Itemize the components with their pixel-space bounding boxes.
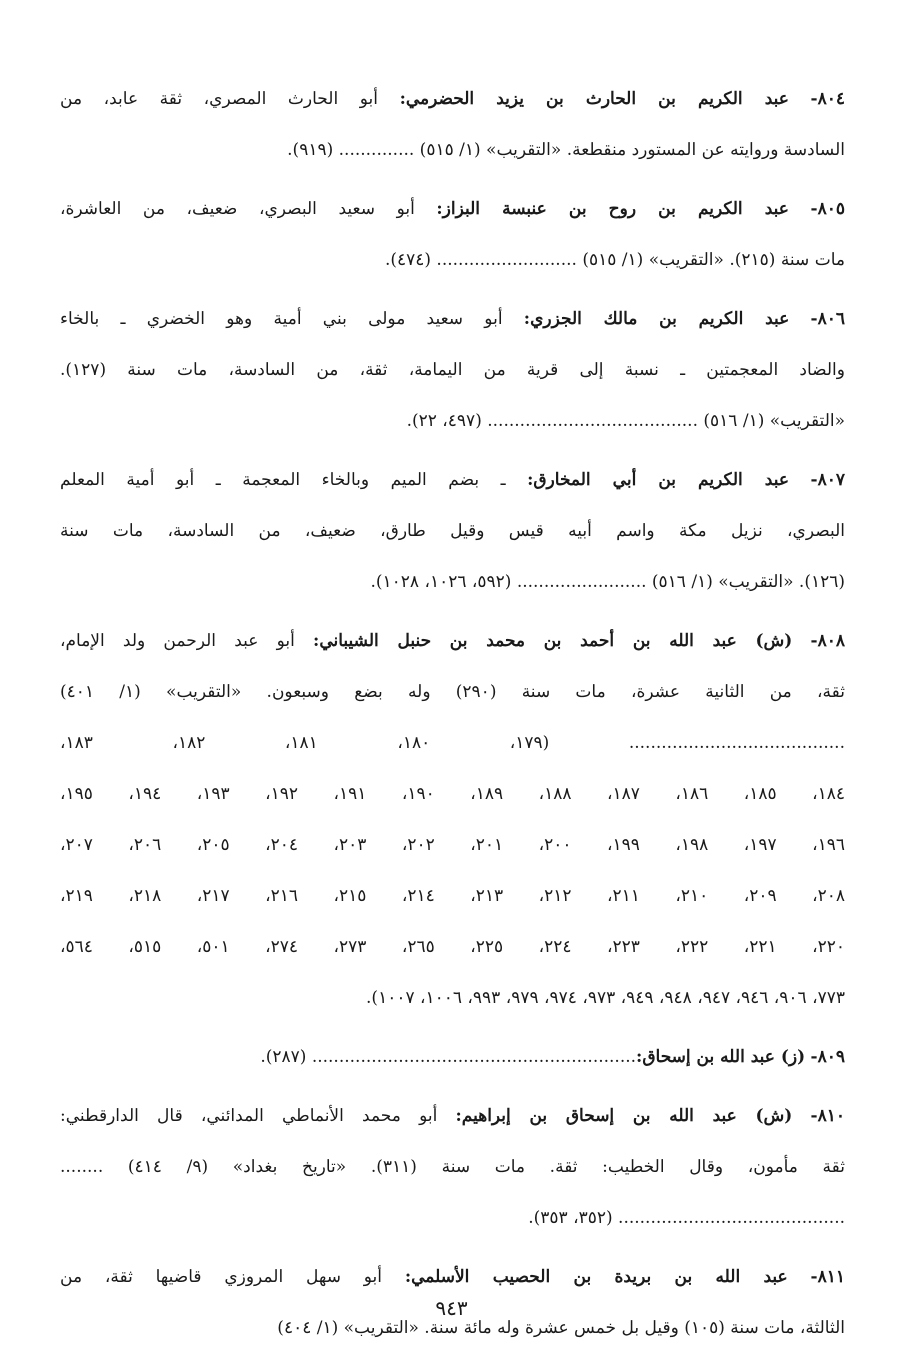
entry-line: ........................................ (١٧٩، ١٨٠، ١٨١، ١٨٢، ١٨٣،: [60, 733, 845, 753]
entry-line: ١٨٤، ١٨٥، ١٨٦، ١٨٧، ١٨٨، ١٨٩، ١٩٠، ١٩١، ١٩٢، ١٩٣، ١٩٤، ١٩٥،: [60, 784, 845, 804]
entry-809: [60, 1032, 845, 1083]
entry-line: والضاد المعجمتين ـ نسبة إلى قرية من اليمامة، ثقة، من السادسة، مات سنة (١٢٧).: [60, 360, 845, 380]
entry-line: «التقريب» (١/ ٥١٦) ....................................... (٤٩٧، ٢٢).: [406, 411, 845, 431]
entry-text: ـ بضم الميم وبالخاء المعجمة ـ أبو أمية المعلم: [60, 470, 506, 490]
entry-807: [60, 455, 845, 608]
entry-text: أبو عبد الرحمن ولد الإمام،: [60, 631, 295, 651]
entry-line: [60, 1091, 845, 1142]
entry-name: عبد الكريم بن مالك الجزري:: [523, 309, 790, 329]
entry-text: أبو سهل المروزي قاضيها ثقة، من: [60, 1267, 382, 1287]
entry-line: ١٩٦، ١٩٧، ١٩٨، ١٩٩، ٢٠٠، ٢٠١، ٢٠٢، ٢٠٣، ٢٠٤، ٢٠٥، ٢٠٦، ٢٠٧،: [60, 835, 845, 855]
entry-808: [60, 616, 845, 1024]
entry-line: [60, 294, 845, 345]
entry-line: [60, 455, 845, 506]
entry-line: [60, 1032, 845, 1083]
entry-name: (ز) عبد الله بن إسحاق:: [636, 1047, 806, 1067]
entry-number: ٨٠٤-: [810, 89, 845, 109]
entry-text: ............................................................ (٢٨٧).: [260, 1047, 637, 1067]
entry-line: مات سنة (٢١٥). «التقريب» (١/ ٥١٥) .......................... (٤٧٤).: [384, 250, 845, 270]
entry-number: ٨٠٦-: [810, 309, 845, 329]
page-number: ٩٤٣: [435, 1296, 468, 1320]
entry-name: عبد الكريم بن أبي المخارق:: [527, 470, 790, 490]
entry-810: [60, 1091, 845, 1244]
entry-name: عبد الكريم بن روح بن عنبسة البزاز:: [436, 199, 789, 219]
entry-number: ٨٠٨-: [810, 631, 845, 651]
entry-name: (ش) عبد الله بن إسحاق بن إبراهيم:: [455, 1106, 793, 1126]
entry-line: ٢٠٨، ٢٠٩، ٢١٠، ٢١١، ٢١٢، ٢١٣، ٢١٤، ٢١٥، ٢١٦، ٢١٧، ٢١٨، ٢١٩،: [60, 886, 845, 906]
entry-text: أبو الحارث المصري، ثقة عابد، من: [60, 89, 378, 109]
entry-text: أبو سعيد مولى بني أمية وهو الخضري ـ بالخاء: [60, 309, 503, 329]
entry-line: [60, 184, 845, 235]
entry-line: [60, 616, 845, 667]
entry-line: السادسة وروايته عن المستورد منقطعة. «التقريب» (١/ ٥١٥) .............. (٩١٩).: [287, 140, 845, 160]
entry-line: الثالثة، مات سنة (١٠٥) وقيل بل خمس عشرة وله مائة سنة. «التقريب» (١/ ٤٠٤): [277, 1318, 845, 1338]
entry-number: ٨١١-: [810, 1267, 845, 1287]
entry-line: ثقة مأمون، وقال الخطيب: ثقة. مات سنة (٣١١). «تاريخ بغداد» (٩/ ٤١٤) ........: [60, 1157, 845, 1177]
entry-line: [60, 74, 845, 125]
entry-name: عبد الكريم بن الحارث بن يزيد الحضرمي:: [399, 89, 789, 109]
entry-line: البصري، نزيل مكة واسم أبيه قيس وقيل طارق، ضعيف، من السادسة، مات سنة: [60, 521, 845, 541]
entry-line: ثقة، من الثانية عشرة، مات سنة (٢٩٠) وله بضع وسبعون. «التقريب» (١/ ٤٠١): [60, 682, 845, 702]
entry-804: [60, 74, 845, 176]
entry-line: .......................................... (٣٥٢، ٣٥٣).: [528, 1208, 845, 1228]
entry-name: (ش) عبد الله بن أحمد بن محمد بن حنبل الشيباني:: [313, 631, 793, 651]
entry-line: ٧٧٣، ٩٠٦، ٩٤٦، ٩٤٧، ٩٤٨، ٩٤٩، ٩٧٣، ٩٧٤، ٩٧٩، ٩٩٣، ١٠٠٦، ١٠٠٧).: [366, 988, 845, 1008]
entry-text: أبو محمد الأنماطي المدائني، قال الدارقطني:: [60, 1106, 438, 1126]
entry-number: ٨٠٧-: [810, 470, 845, 490]
entry-text: أبو سعيد البصري، ضعيف، من العاشرة،: [60, 199, 415, 219]
entry-805: [60, 184, 845, 286]
entry-number: ٨٠٩-: [810, 1047, 845, 1067]
entry-number: ٨١٠-: [810, 1106, 845, 1126]
entry-806: [60, 294, 845, 447]
entry-name: عبد الله بن بريدة بن الحصيب الأسلمي:: [404, 1267, 788, 1287]
entry-line: (١٢٦). «التقريب» (١/ ٥١٦) ........................ (٥٩٢، ١٠٢٦، ١٠٢٨).: [370, 572, 845, 592]
entry-line: ٢٢٠، ٢٢١، ٢٢٢، ٢٢٣، ٢٢٤، ٢٢٥، ٢٦٥، ٢٧٣، ٢٧٤، ٥٠١، ٥١٥، ٥٦٤،: [60, 937, 845, 957]
entry-number: ٨٠٥-: [810, 199, 845, 219]
